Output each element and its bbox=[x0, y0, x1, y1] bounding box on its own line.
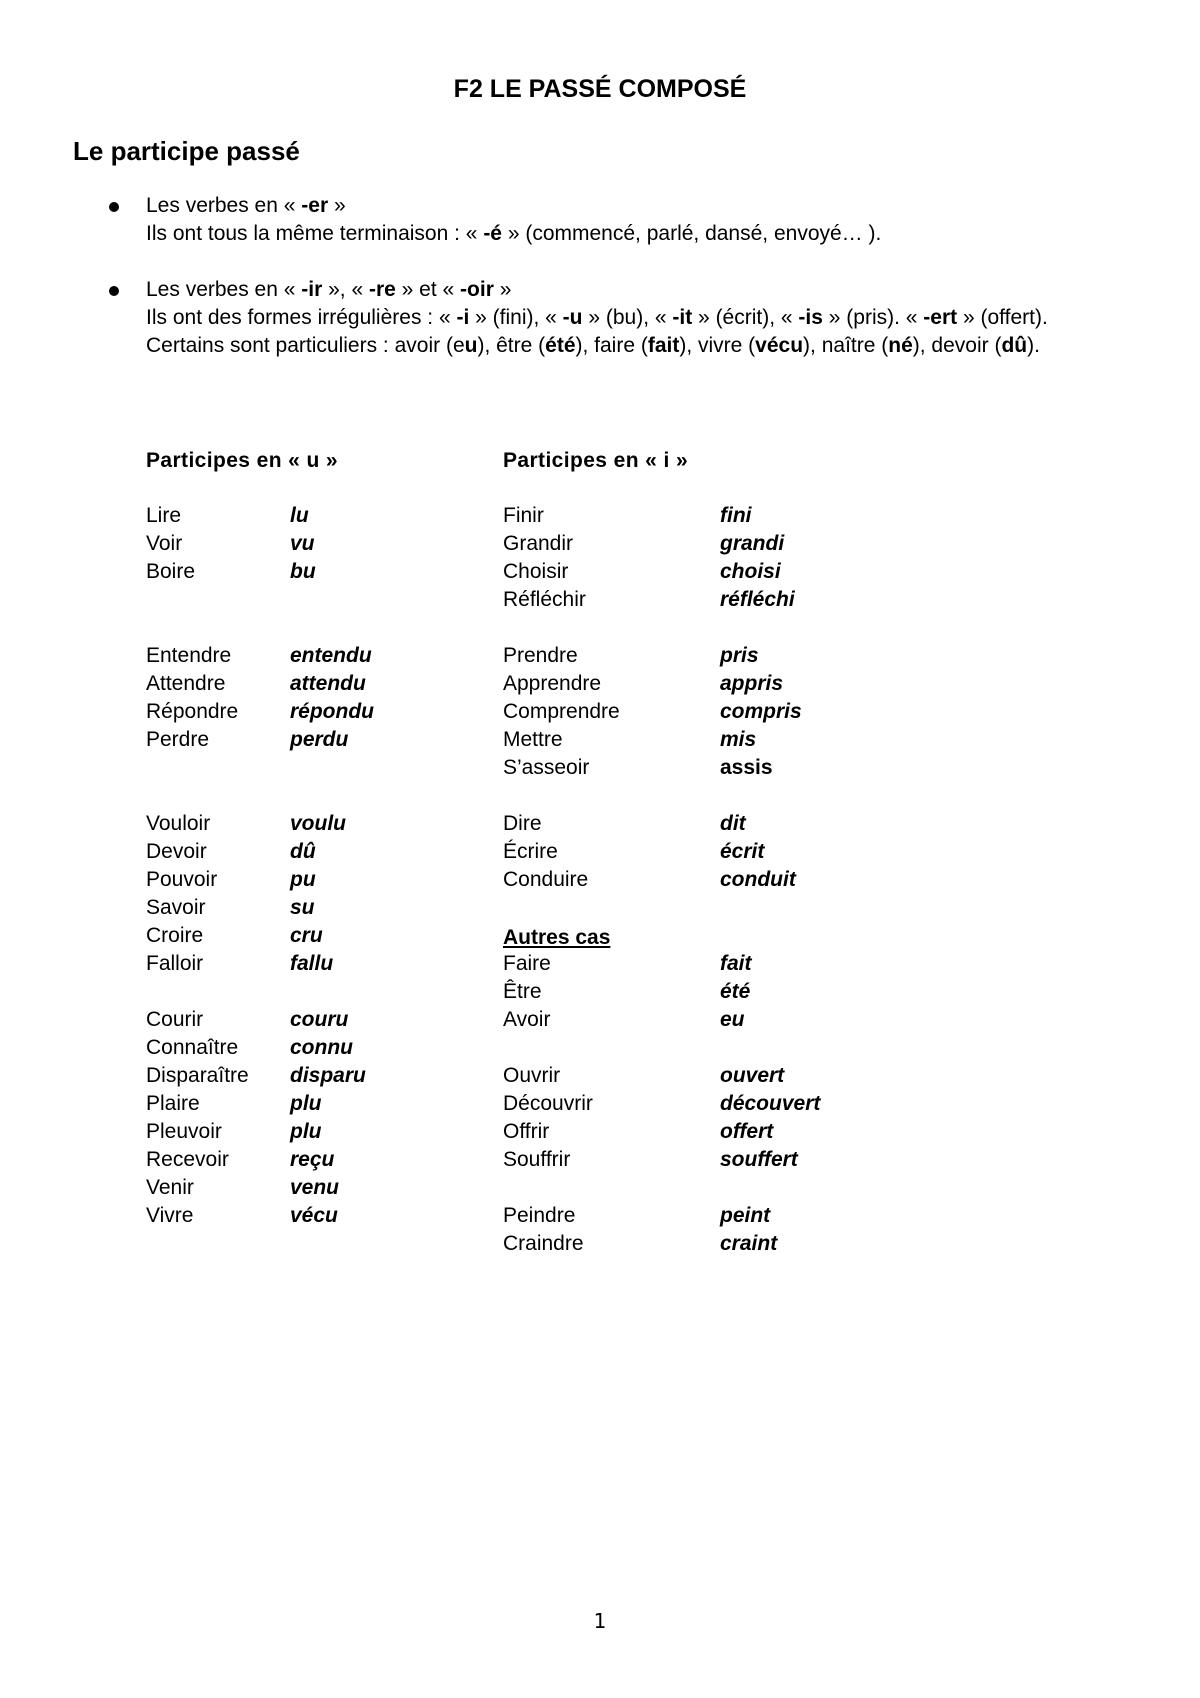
infinitive: Répondre bbox=[146, 700, 239, 723]
infinitive: Disparaître bbox=[146, 1064, 249, 1087]
past-participle: pu bbox=[290, 868, 316, 891]
past-participle: peint bbox=[720, 1204, 771, 1227]
past-participle: lu bbox=[290, 504, 309, 527]
past-participle: réfléchi bbox=[720, 588, 795, 611]
past-participle: plu bbox=[290, 1092, 322, 1115]
infinitive: Boire bbox=[146, 560, 196, 583]
page-title: F2 LE PASSÉ COMPOSÉ bbox=[453, 75, 747, 103]
past-participle: répondu bbox=[290, 700, 374, 723]
past-participle: appris bbox=[720, 672, 784, 695]
infinitive: Être bbox=[503, 980, 542, 1003]
page-number: 1 bbox=[593, 1609, 607, 1633]
right-column-heading: Participes en « i » bbox=[503, 449, 689, 472]
bullet-ir-special-cases: Certains sont particuliers : avoir (eu), être (été), faire (fait), vivre (vécu), naître (né), devoir (dû). bbox=[146, 334, 1040, 357]
infinitive: Pleuvoir bbox=[146, 1120, 222, 1143]
past-participle: dû bbox=[290, 840, 316, 863]
past-participle: fallu bbox=[290, 952, 334, 975]
infinitive: Peindre bbox=[503, 1204, 576, 1227]
infinitive: Recevoir bbox=[146, 1148, 229, 1171]
infinitive: Apprendre bbox=[503, 672, 602, 695]
past-participle: assis bbox=[720, 756, 773, 779]
past-participle: su bbox=[290, 896, 315, 919]
infinitive: Comprendre bbox=[503, 700, 620, 723]
past-participle: reçu bbox=[290, 1148, 335, 1171]
infinitive: Vouloir bbox=[146, 812, 211, 835]
past-participle: perdu bbox=[290, 728, 349, 751]
infinitive: Vivre bbox=[146, 1204, 194, 1227]
left-participle-table bbox=[146, 0, 466, 1698]
infinitive: Mettre bbox=[503, 728, 563, 751]
infinitive: Voir bbox=[146, 532, 183, 555]
infinitive: Écrire bbox=[503, 840, 558, 863]
infinitive: Devoir bbox=[146, 840, 207, 863]
infinitive: Grandir bbox=[503, 532, 574, 555]
infinitive: Ouvrir bbox=[503, 1064, 561, 1087]
infinitive: Souffrir bbox=[503, 1148, 571, 1171]
past-participle: fini bbox=[720, 504, 752, 527]
past-participle: voulu bbox=[290, 812, 346, 835]
infinitive: Connaître bbox=[146, 1036, 239, 1059]
bullet-er-rule: Ils ont tous la même terminaison : « -é » (commencé, parlé, dansé, envoyé… ). bbox=[146, 222, 882, 245]
infinitive: Finir bbox=[503, 504, 544, 527]
past-participle: cru bbox=[290, 924, 323, 947]
past-participle: offert bbox=[720, 1120, 774, 1143]
past-participle: vu bbox=[290, 532, 315, 555]
infinitive: Venir bbox=[146, 1176, 194, 1199]
bullet-er-title: Les verbes en « -er » bbox=[146, 194, 346, 217]
infinitive: S’asseoir bbox=[503, 756, 590, 779]
past-participle: conduit bbox=[720, 868, 796, 891]
past-participle: craint bbox=[720, 1232, 778, 1255]
infinitive: Découvrir bbox=[503, 1092, 593, 1115]
infinitive: Faire bbox=[503, 952, 551, 975]
bullet-icon bbox=[109, 286, 119, 296]
past-participle: attendu bbox=[290, 672, 366, 695]
other-cases-heading: Autres cas bbox=[503, 926, 611, 949]
infinitive: Savoir bbox=[146, 896, 206, 919]
past-participle: choisi bbox=[720, 560, 781, 583]
past-participle: découvert bbox=[720, 1092, 821, 1115]
past-participle: connu bbox=[290, 1036, 353, 1059]
infinitive: Entendre bbox=[146, 644, 232, 667]
infinitive: Dire bbox=[503, 812, 542, 835]
left-column-heading: Participes en « u » bbox=[146, 449, 339, 472]
past-participle: dit bbox=[720, 812, 746, 835]
past-participle: souffert bbox=[720, 1148, 798, 1171]
infinitive: Prendre bbox=[503, 644, 578, 667]
past-participle: eu bbox=[720, 1008, 745, 1031]
infinitive: Plaire bbox=[146, 1092, 200, 1115]
infinitive: Offrir bbox=[503, 1120, 550, 1143]
infinitive: Choisir bbox=[503, 560, 569, 583]
infinitive: Réfléchir bbox=[503, 588, 586, 611]
past-participle: disparu bbox=[290, 1064, 366, 1087]
past-participle: bu bbox=[290, 560, 316, 583]
past-participle: compris bbox=[720, 700, 802, 723]
past-participle: fait bbox=[720, 952, 752, 975]
past-participle: venu bbox=[290, 1176, 340, 1199]
infinitive: Perdre bbox=[146, 728, 210, 751]
bullet-ir-title: Les verbes en « -ir », « -re » et « -oir » bbox=[146, 278, 512, 301]
infinitive: Avoir bbox=[503, 1008, 551, 1031]
infinitive: Craindre bbox=[503, 1232, 584, 1255]
past-participle: plu bbox=[290, 1120, 322, 1143]
past-participle: ouvert bbox=[720, 1064, 785, 1087]
past-participle: couru bbox=[290, 1008, 349, 1031]
section-heading: Le participe passé bbox=[73, 136, 300, 166]
bullet-ir-irregular-forms: Ils ont des formes irrégulières : « -i » (fini), « -u » (bu), « -it » (écrit), « -is » (pris). « -ert » (offert). bbox=[146, 306, 1048, 329]
past-participle: entendu bbox=[290, 644, 372, 667]
past-participle: mis bbox=[720, 728, 757, 751]
infinitive: Courir bbox=[146, 1008, 204, 1031]
past-participle: grandi bbox=[720, 532, 785, 555]
past-participle: vécu bbox=[290, 1204, 338, 1227]
bullet-icon bbox=[109, 202, 119, 212]
right-participle-table bbox=[503, 0, 883, 1698]
past-participle: pris bbox=[720, 644, 759, 667]
infinitive: Pouvoir bbox=[146, 868, 218, 891]
past-participle: été bbox=[720, 980, 751, 1003]
infinitive: Falloir bbox=[146, 952, 204, 975]
infinitive: Lire bbox=[146, 504, 182, 527]
infinitive: Croire bbox=[146, 924, 204, 947]
infinitive: Attendre bbox=[146, 672, 226, 695]
infinitive: Conduire bbox=[503, 868, 589, 891]
past-participle: écrit bbox=[720, 840, 765, 863]
